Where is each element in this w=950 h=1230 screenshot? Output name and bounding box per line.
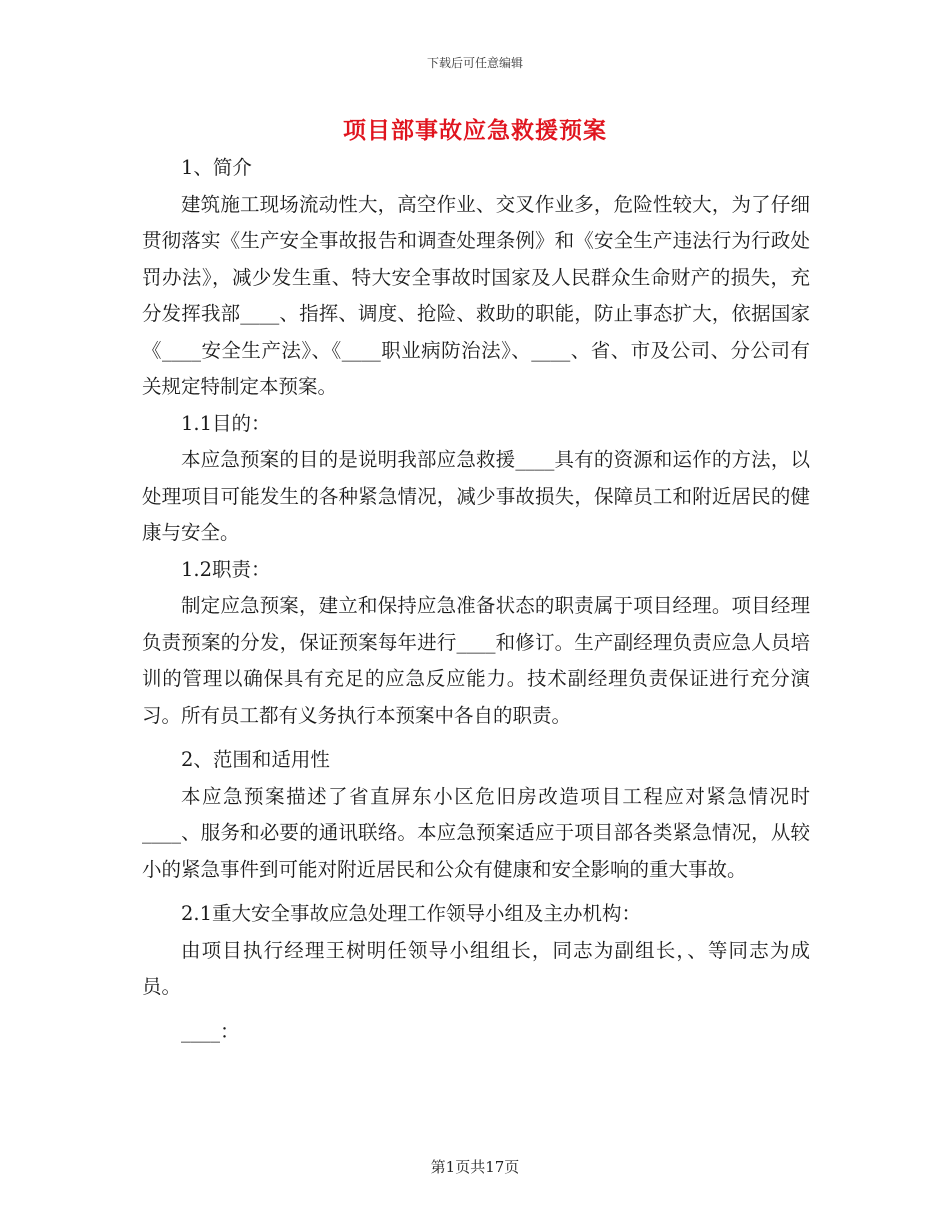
section-heading: ____： xyxy=(181,1019,240,1043)
document-body xyxy=(142,150,810,1050)
spacer xyxy=(142,734,810,742)
section-heading: 2.1重大安全事故应急处理工作领导小组及主办机构： xyxy=(181,902,642,925)
section-heading: 1.1目的： xyxy=(181,411,271,435)
section-heading: 1、简介 xyxy=(181,156,252,179)
paragraph: 由项目执行经理王树明任领导小组组长，同志为副组长，、等同志为成员。 xyxy=(142,938,810,998)
spacer xyxy=(142,888,810,896)
paragraph: 本应急预案的目的是说明我部应急救援____具有的资源和运作的方法，以处理项目可能发生的各种紧急情况，减少事故损失，保障员工和附近居民的健康与安全。 xyxy=(142,448,810,544)
section-heading: 1.2职责： xyxy=(181,557,271,581)
document-title: 项目部事故应急救援预案 xyxy=(343,117,607,144)
section-heading: 2、范围和适用性 xyxy=(181,748,330,771)
paragraph: 本应急预案描述了省直屏东小区危旧房改造项目工程应对紧急情况时____、服务和必要的通讯联络。本应急预案适应于项目部各类紧急情况，从较小的紧急事件到可能对附近居民和公众有健康和安全影响的重大事故。 xyxy=(142,784,810,881)
page-number: 第1页共17页 xyxy=(430,1158,520,1176)
header-note: 下载后可任意编辑 xyxy=(426,56,523,70)
paragraph: 建筑施工现场流动性大，高空作业、交叉作业多，危险性较大，为了仔细贯彻落实《生产安全事故报告和调查处理条例》和《安全生产违法行为行政处罚办法》，减少发生重、特大安全事故时国家及人民群众生命财产的损失，充分发挥我部____、指挥、调度、抢险、救助的职能，防止事态扩大，依据国家《____安全生产法》、《____职业病防治法》、____、省、市及公司、分公司有关规定特制定本预案。 xyxy=(142,192,810,398)
spacer xyxy=(142,1006,810,1014)
paragraph: 制定应急预案，建立和保持应急准备状态的职责属于项目经理。项目经理负责预案的分发，保证预案每年进行____和修订。生产副经理负责应急人员培训的管理以确保具有充足的应急反应能力。技术副经理负责保证进行充分演习。所有员工都有义务执行本预案中各自的职责。 xyxy=(142,594,810,727)
